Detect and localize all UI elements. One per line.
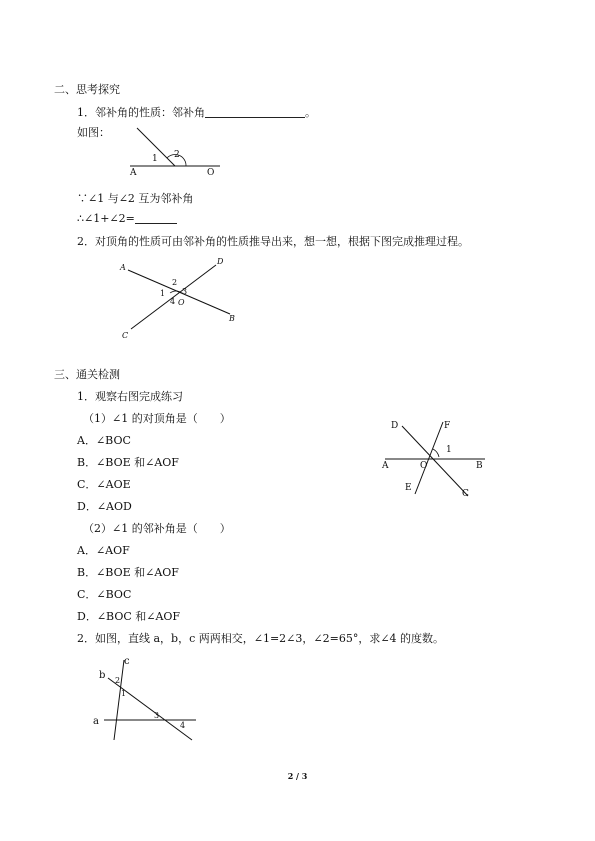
fig3-label-c: C: [462, 489, 469, 499]
fig2-label-c: C: [122, 331, 129, 340]
fig1-label-a: A: [130, 168, 137, 178]
because-line: ∵∠1 与∠2 互为邻补角: [77, 192, 194, 205]
sub1-option-d: D．∠AOD: [77, 500, 132, 513]
sub-question-2: （2）∠1 的邻补角是（ ）: [83, 522, 231, 535]
figure-adjacent-angles: [125, 124, 225, 180]
answer-blank: [205, 106, 305, 118]
fig2-label-b: B: [229, 314, 235, 323]
fig2-label-3: 3: [182, 287, 188, 296]
section-2-title: 二、思考探究: [54, 83, 120, 96]
fig4-label-b: b: [99, 670, 106, 681]
sum-blank: [135, 212, 177, 224]
fig4-label-3: 3: [154, 711, 160, 720]
sub1-option-c: C．∠AOE: [77, 478, 131, 491]
sub2-option-c: C．∠BOC: [77, 588, 132, 601]
section-3-title: 三、通关检测: [54, 368, 120, 381]
question-3-2: 2．如图，直线 a，b，c 两两相交，∠1=2∠3，∠2=65°，求∠4 的度数。: [77, 632, 445, 645]
fig3-label-1: 1: [446, 445, 452, 455]
fig4-label-1: 1: [121, 689, 127, 698]
sub1-option-a: A．∠BOC: [77, 434, 131, 447]
fig1-label-2: 2: [174, 150, 180, 160]
fig4-label-4: 4: [180, 721, 186, 730]
therefore-text: ∴∠1+∠2=: [77, 212, 135, 225]
fig3-label-f: F: [444, 421, 451, 431]
fig2-label-4: 4: [170, 297, 176, 306]
fig2-label-d: D: [217, 257, 224, 266]
therefore-line: [77, 212, 177, 225]
question-2-2: 2．对顶角的性质可由邻补角的性质推导出来，想一想，根据下图完成推理过程。: [77, 235, 469, 248]
fig4-label-2: 2: [115, 676, 121, 685]
sub-question-1: （1）∠1 的对顶角是（ ）: [83, 412, 231, 425]
question-2-1: [77, 104, 316, 120]
question-2-1-text: 1．邻补角的性质：邻补角: [77, 106, 205, 119]
sub2-option-b: B．∠BOE 和∠AOF: [77, 566, 179, 579]
sub2-option-a: A．∠AOF: [77, 544, 130, 557]
question-3-1: 1．观察右图完成练习: [77, 390, 183, 403]
fig3-label-d: D: [391, 421, 399, 431]
question-2-1-end: 。: [305, 106, 316, 119]
fig2-label-a: A: [120, 263, 126, 272]
fig2-label-1: 1: [160, 289, 166, 298]
fig1-label-1: 1: [152, 154, 158, 164]
figure-vertical-angles: [118, 256, 248, 341]
page-number: 2 / 3: [287, 771, 308, 781]
fig4-label-a: a: [93, 716, 99, 727]
figure-lines-abc: [88, 656, 208, 746]
fig2-label-o: O: [178, 298, 185, 307]
fig3-label-o: O: [420, 461, 428, 471]
fig3-label-e: E: [405, 483, 412, 493]
fig4-label-c: c: [124, 656, 130, 667]
figure-prefix: 如图：: [77, 126, 110, 139]
fig3-label-a: A: [382, 461, 389, 471]
fig1-label-o: O: [207, 168, 215, 178]
figure-three-lines: [380, 414, 495, 504]
fig3-label-b: B: [476, 461, 483, 471]
sub1-option-b: B．∠BOE 和∠AOF: [77, 456, 179, 469]
sub2-option-d: D．∠BOC 和∠AOF: [77, 610, 181, 623]
fig2-label-2: 2: [172, 278, 178, 287]
